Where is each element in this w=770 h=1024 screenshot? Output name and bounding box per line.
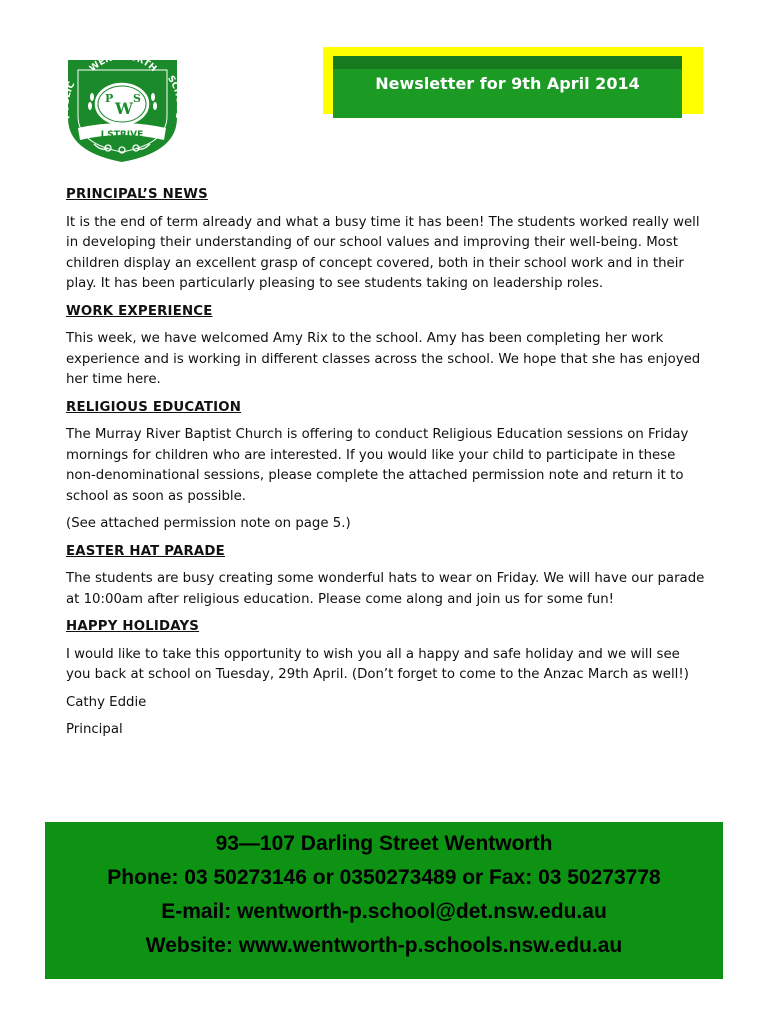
section-paragraph: (See attached permission note on page 5.) bbox=[66, 516, 351, 531]
section-paragraph: I would like to take this opportunity to wish you all a happy and safe holiday and we will see you back at school on Tuesday, 29th April. (Don’t forget to come to the Anzac March as well!) bbox=[66, 646, 689, 682]
crest-initial-w: W bbox=[115, 99, 133, 118]
section-heading: PRINCIPAL’S NEWS bbox=[66, 187, 208, 202]
crest-initial-s: S bbox=[133, 92, 141, 105]
section-heading: RELIGIOUS EDUCATION bbox=[66, 399, 242, 415]
crest-left-text: PUBLIC bbox=[61, 80, 78, 121]
crest-top-text: WENTWORTH bbox=[88, 52, 159, 75]
banner-dark-stripe bbox=[333, 56, 682, 69]
footer-email: E-mail: wentworth-p.school@det.nsw.edu.au bbox=[161, 900, 607, 923]
section-happy-holidays bbox=[66, 617, 706, 741]
section-heading: WORK EXPERIENCE bbox=[66, 303, 213, 319]
crest-initial-p: P bbox=[105, 92, 114, 105]
newsletter-title: Newsletter for 9th April 2014 bbox=[375, 74, 640, 93]
section-paragraph: It is the end of term already and what a busy time it has been! The students worked really well in developing their understanding of our school values and improving their well-being. Most children display an excellent grasp of concept covered, both in their school work and in their play. It has been particularly pleasing to see students taking on leadership roles. bbox=[66, 214, 700, 291]
footer-phone: Phone: 03 50273146 or 0350273489 or Fax: 03 50273778 bbox=[107, 866, 661, 889]
section-paragraph: The students are busy creating some wonderful hats to wear on Friday. We will have our parade at 10:00am after religious education. Please come along and join us for some fun! bbox=[66, 571, 705, 607]
section-paragraph: The Murray River Baptist Church is offering to conduct Religious Education sessions on Friday mornings for children who are interested. If you would like your child to participate in these non-denominational sessions, please complete the attached permission note and return it to school as soon as possible. bbox=[66, 427, 689, 504]
section-religious-education bbox=[66, 398, 706, 535]
school-crest-logo bbox=[60, 52, 185, 167]
crest-motto: I STRIVE bbox=[100, 130, 144, 140]
signature-title: Principal bbox=[66, 722, 123, 737]
section-heading: EASTER HAT PARADE bbox=[66, 543, 225, 559]
newsletter-body bbox=[66, 185, 706, 748]
footer-address: 93—107 Darling Street Wentworth bbox=[215, 832, 553, 855]
section-principals-news bbox=[66, 185, 706, 295]
crest-right-text: SCHOOL bbox=[165, 74, 185, 119]
section-paragraph: This week, we have welcomed Amy Rix to the school. Amy has been completing her work experience and is working in different classes across the school. We hope that she has enjoyed her time here. bbox=[66, 331, 701, 387]
footer-website: Website: www.wentworth-p.schools.nsw.edu.au bbox=[145, 934, 623, 957]
signature-name: Cathy Eddie bbox=[66, 694, 147, 710]
contact-footer bbox=[45, 822, 723, 979]
section-heading: HAPPY HOLIDAYS bbox=[66, 619, 200, 634]
section-work-experience bbox=[66, 302, 706, 391]
section-easter-hat-parade bbox=[66, 542, 706, 611]
